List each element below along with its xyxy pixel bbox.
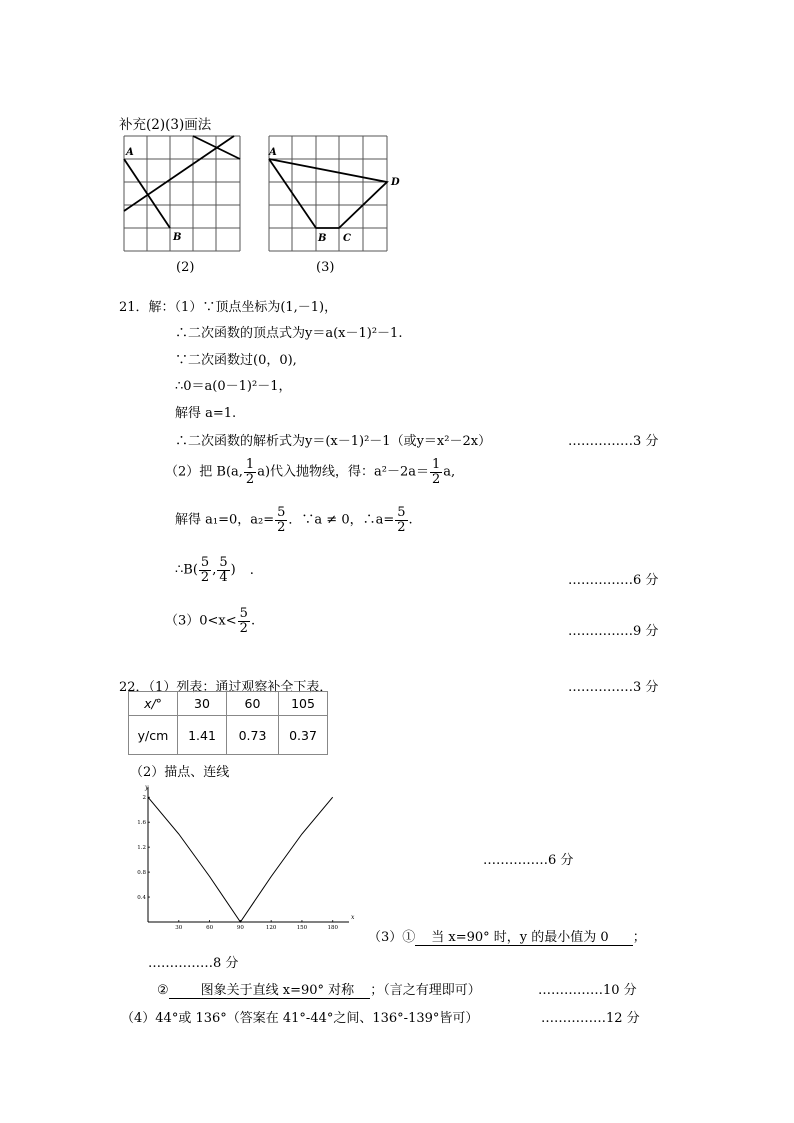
q21-part-2-pre: （2）把 B(a, xyxy=(165,464,243,480)
q21-line-5: ∴二次函数的解析式为y＝(x－1)²－1（或y＝x²－2x） xyxy=(175,434,492,449)
q22-score-3: ……………8 分 xyxy=(148,956,239,971)
series-line xyxy=(148,797,333,922)
fraction-5-2: $\frac{5}{2}$ xyxy=(239,606,248,636)
table-row xyxy=(129,716,328,755)
label-b: B xyxy=(173,232,182,243)
table-cell: y/cm xyxy=(129,716,178,755)
q21-solution xyxy=(175,506,413,534)
q22-part-3-2: ② 图象关于直线 x=90° 对称 ；（言之有理即可） xyxy=(157,979,481,999)
q21-solution-pre: 解得 a₁=0，a₂= xyxy=(175,512,275,528)
q21-part-3-pre: （3）0<x< xyxy=(165,613,237,629)
q21-point-b-pre: ∴B( xyxy=(175,562,198,578)
y-tick-label: 0.4 xyxy=(137,895,146,902)
figure-2-grid xyxy=(118,130,248,258)
fraction-5-2: $\frac{5}{2}$ xyxy=(397,505,406,535)
x-axis-label: x xyxy=(351,914,355,921)
x-tick-label: 150 xyxy=(296,925,308,931)
q21-part-2-mid: a)代入抛物线，得：a²－2a＝ xyxy=(257,464,430,480)
q22-chart xyxy=(135,783,355,933)
answer-fill: 当 x=90° 时，y 的最小值为 0 xyxy=(415,926,632,946)
q22-score-5: ……………12 分 xyxy=(541,1011,640,1026)
y-tick-label: 2 xyxy=(142,795,146,802)
q22-head: 22．（1）列表：通过观察补全下表． xyxy=(119,680,333,695)
y-tick-label: 1.6 xyxy=(137,820,146,827)
label-a: A xyxy=(269,147,277,158)
table-cell: 0.37 xyxy=(279,716,328,755)
q22-part-2: （2）描点、连线 xyxy=(130,765,230,780)
table-cell: 60 xyxy=(227,692,279,716)
fraction-5-2: $\frac{5}{2}$ xyxy=(200,555,210,585)
label-b: B xyxy=(318,233,327,244)
q21-line-2: ∵二次函数过(0，0), xyxy=(175,353,297,368)
q22-score-1: ……………3 分 xyxy=(568,680,659,695)
quadrilateral-abcd xyxy=(269,159,387,228)
answer-fill: 图象关于直线 x=90° 对称 xyxy=(169,979,371,999)
table-cell: 105 xyxy=(279,692,328,716)
table-cell: 30 xyxy=(178,692,227,716)
table-row xyxy=(129,692,328,716)
q21-score-2: ……………6 分 xyxy=(568,573,659,588)
fraction-half: $\frac{1}{2}$ xyxy=(432,457,441,487)
table-cell: x/° xyxy=(129,692,178,716)
q21-score-1: ……………3 分 xyxy=(568,434,659,449)
q21-head: 21．解：（1）∵顶点坐标为(1,－1)， xyxy=(119,300,338,315)
q21-part-2-post: a, xyxy=(443,464,456,480)
x-tick-label: 30 xyxy=(175,925,183,931)
q21-score-3: ……………9 分 xyxy=(568,624,659,639)
q22-part-4: （4）44°或 136°（答案在 41°-44°之间、136°-139°皆可） xyxy=(121,1011,479,1026)
supplement-title: 补充(2)(3)画法 xyxy=(119,117,212,133)
fraction-5-2: $\frac{5}{2}$ xyxy=(277,505,286,535)
label-c: C xyxy=(343,233,351,244)
y-tick-label: 0.8 xyxy=(137,870,146,877)
label-a: A xyxy=(126,147,134,158)
q22-part-3-1: （3）① 当 x=90° 时，y 的最小值为 0 ； xyxy=(368,926,646,946)
q21-part-2 xyxy=(165,458,455,486)
figure-2-caption: (2) xyxy=(176,260,195,275)
q21-line-4: 解得 a=1. xyxy=(175,406,237,421)
y-axis-label: y xyxy=(145,784,149,791)
q21-solution-mid: ．∵a ≠ 0，∴a= xyxy=(288,512,395,528)
table-cell: 1.41 xyxy=(178,716,227,755)
figure-3-grid xyxy=(263,130,413,258)
x-tick-label: 90 xyxy=(236,925,244,931)
fraction-half: $\frac{1}{2}$ xyxy=(245,457,255,487)
q21-point-b-post: ) xyxy=(230,562,236,578)
q21-line-1: ∴二次函数的顶点式为y＝a(x－1)²－1. xyxy=(175,326,403,341)
figure-3-caption: (3) xyxy=(316,260,335,275)
y-tick-label: 1.2 xyxy=(137,845,146,852)
q21-part-3: （3）0<x< $\frac{5}{2}$ . xyxy=(165,606,256,636)
x-tick-label: 180 xyxy=(327,925,338,931)
q22-table xyxy=(128,691,328,755)
fraction-5-4: $\frac{5}{4}$ xyxy=(219,555,228,585)
label-d: D xyxy=(391,177,400,188)
q22-score-2: ……………6 分 xyxy=(483,853,574,868)
q21-line-3: ∴0＝a(0－1)²－1， xyxy=(175,379,292,394)
q22-score-4: ……………10 分 xyxy=(538,983,637,998)
x-tick-label: 120 xyxy=(265,925,277,931)
q21-solution-end: . xyxy=(408,512,413,528)
x-tick-label: 60 xyxy=(206,925,214,931)
table-cell: 0.73 xyxy=(227,716,279,755)
q21-point-b: ∴B( $\frac{5}{2}$ , $\frac{5}{4}$ ) . xyxy=(175,555,254,585)
